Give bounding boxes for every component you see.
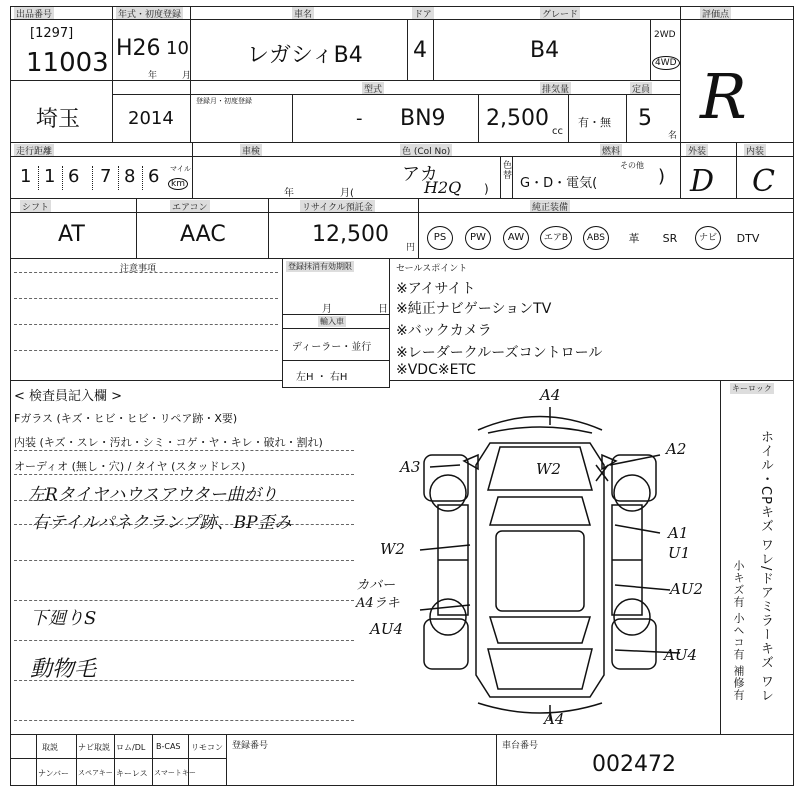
car-name: レガシィB4 xyxy=(247,43,363,68)
key-lock-label: キーロック xyxy=(732,384,772,393)
windshield xyxy=(490,497,590,525)
year-western: 2014 xyxy=(128,108,174,129)
capacity: 5 xyxy=(638,106,652,131)
label-mileage: 走行距離 xyxy=(14,144,54,157)
mileage-digit: 8 xyxy=(124,166,136,187)
sales-point: ※アイサイト xyxy=(396,281,476,297)
yen-unit: 円 xyxy=(406,243,416,253)
damage-mark: AU4 xyxy=(370,620,404,638)
shift: AT xyxy=(58,222,85,247)
mileage-digit: 6 xyxy=(148,166,160,187)
dealer-parallel: ディーラー・並行 xyxy=(292,342,372,353)
rear-bumper xyxy=(478,703,602,713)
label-fuel: 燃料 xyxy=(600,144,622,157)
equipment-pw: PW xyxy=(460,222,496,254)
damage-mark: U1 xyxy=(668,544,691,562)
damage-mark: A3 xyxy=(400,458,421,476)
model-prefix: - xyxy=(356,108,363,129)
interior-line: 内装 (キズ・スレ・汚れ・シミ・コゲ・ヤ・キレ・破れ・割れ) xyxy=(14,436,323,449)
wheel-rear-left xyxy=(430,599,466,635)
sales-point: ※純正ナビゲーションTV xyxy=(396,301,552,317)
lot-bracket: [1297] xyxy=(30,26,74,41)
damage-mark: A2 xyxy=(666,440,687,458)
label-grade: グレード xyxy=(540,7,580,20)
label-doors: ドア xyxy=(412,7,434,20)
color-code: H2Q xyxy=(424,178,462,197)
model-code: BN9 xyxy=(400,106,446,131)
fuel-other: その他 xyxy=(620,161,644,170)
aircon: AAC xyxy=(180,222,226,247)
score-value: R xyxy=(700,60,747,133)
label-equipment: 純正装備 xyxy=(530,200,570,213)
footer-item: ナンバー xyxy=(38,769,70,778)
equipment-leather: 革 xyxy=(628,232,640,245)
footer-item: リモコン xyxy=(191,743,223,752)
roof xyxy=(496,531,584,611)
registration-day: 日 xyxy=(378,304,388,315)
mileage-digit: 6 xyxy=(68,166,80,187)
damage-mark: A4 xyxy=(544,710,565,728)
label-aircon: エアコン xyxy=(170,200,210,213)
trunk xyxy=(488,649,592,689)
caution-label: 注意事項 xyxy=(120,264,157,274)
label-car-name: 車名 xyxy=(292,7,314,20)
chassis-number: 002472 xyxy=(592,752,676,777)
side-panel-notes: 小キズ有 小ヘコ有 補修有 xyxy=(732,560,745,701)
month-unit: 月 xyxy=(182,71,192,81)
has-none: 有・無 xyxy=(578,116,611,129)
mileage-digit: 1 xyxy=(20,166,32,187)
label-displacement: 排気量 xyxy=(540,82,571,95)
inspector-title: < 検査員記入欄 > xyxy=(14,389,123,404)
recycle-fee: 12,500 xyxy=(312,222,389,247)
glass-line: Fガラス (キズ・ヒビ・ヒビ・リペア跡・X要) xyxy=(14,412,238,425)
inspection-month-unit: 月( xyxy=(340,188,354,199)
label-shift: シフト xyxy=(20,200,51,213)
drive-2wd: 2WD xyxy=(654,30,676,40)
color-change-label: 色替 xyxy=(501,160,511,180)
footer-item: ナビ取説 xyxy=(78,743,110,752)
registration-number-label: 登録番号 xyxy=(232,741,269,751)
equipment-airbag: エアB xyxy=(536,222,576,254)
handwritten-note: 動物毛 xyxy=(30,657,97,682)
doors: 4 xyxy=(413,38,427,63)
grade: B4 xyxy=(530,38,560,63)
front-bumper xyxy=(478,417,602,431)
mileage-digit: 1 xyxy=(44,166,56,187)
rear-window xyxy=(490,617,590,643)
sales-point: ※バックカメラ xyxy=(396,323,492,339)
label-score: 評価点 xyxy=(700,7,731,20)
registration-month: 月 xyxy=(322,304,332,315)
fuel-close: ) xyxy=(658,166,666,187)
equipment-sunroof: SR xyxy=(662,231,678,245)
sales-label: セールスポイント xyxy=(396,264,468,274)
capacity-unit: 名 xyxy=(668,131,678,141)
displacement: 2,500 xyxy=(486,106,549,131)
car-diagram xyxy=(360,385,720,730)
equipment-aw: AW xyxy=(498,222,534,254)
label-interior: 内装 xyxy=(744,144,766,157)
label-exterior: 外装 xyxy=(686,144,708,157)
footer-item: ロム/DL xyxy=(116,743,146,752)
sales-point: ※レーダークルーズコントロール xyxy=(396,345,603,361)
equipment-ps: PS xyxy=(422,222,458,254)
year-era: H26 xyxy=(116,36,161,61)
handle-side: 左H ・ 右H xyxy=(296,372,348,383)
mileage-unit-mile: マイル xyxy=(170,165,191,173)
label-lot: 出品番号 xyxy=(14,7,54,20)
equipment-dtv: DTV xyxy=(736,231,760,245)
label-capacity: 定員 xyxy=(630,82,652,95)
mileage-digit: 7 xyxy=(100,166,112,187)
drive-4wd: 4WD xyxy=(652,56,680,70)
wheel-rear-right xyxy=(614,599,650,635)
footer-item: 取説 xyxy=(42,743,58,752)
left-rear-fender xyxy=(424,619,468,669)
damage-mark: A4 xyxy=(540,386,561,404)
region: 埼玉 xyxy=(36,107,81,132)
audio-line: オーディオ (無し・穴) / タイヤ (スタッドレス) xyxy=(14,460,246,473)
damage-mark: W2 xyxy=(536,460,561,478)
footer-item: キーレス xyxy=(116,769,148,778)
right-rear-fender xyxy=(612,619,656,669)
label-model: 型式 xyxy=(362,82,384,95)
fuel-options: G・D・電気( xyxy=(520,176,598,191)
label-inspection: 車検 xyxy=(240,144,262,157)
import-label: 輸入車 xyxy=(320,317,344,326)
handwritten-note: 下廻りS xyxy=(30,608,97,629)
mileage-unit-km: km xyxy=(168,178,188,190)
handwritten-note: 右テイルパネクランプ跡、BP歪み xyxy=(32,513,292,533)
color-close: ) xyxy=(484,182,489,196)
exterior-grade: D xyxy=(690,164,715,199)
registration-label: 登録抹消有効期限 xyxy=(288,262,352,271)
label-color: 色 (Col No) xyxy=(400,144,452,157)
damage-mark: AU2 xyxy=(670,580,704,598)
label-recycle: リサイクル預託金 xyxy=(300,200,375,213)
car-body xyxy=(476,443,604,697)
lot-number: 11003 xyxy=(26,48,109,78)
damage-mark: A1 xyxy=(668,524,689,542)
footer-item: スマートキー xyxy=(154,769,196,777)
footer-item: スペアキー xyxy=(78,769,113,777)
label-year: 年式・初度登録 xyxy=(116,7,183,20)
month: 10 xyxy=(166,38,189,59)
damage-mark: A4ラキ xyxy=(356,596,400,611)
chassis-label: 車台番号 xyxy=(502,741,539,751)
cc-unit: cc xyxy=(552,126,563,137)
damage-mark: W2 xyxy=(380,540,405,558)
handwritten-note: 左Rタイヤハウスアウター曲がり xyxy=(28,485,278,505)
interior-grade: C xyxy=(752,164,775,199)
equipment-abs: ABS xyxy=(578,222,614,254)
damage-mark: カバー xyxy=(356,578,396,593)
footer-item: B-CAS xyxy=(156,742,181,751)
damage-mark: AU4 xyxy=(664,646,698,664)
registration-note: 登録月・初度登録 xyxy=(196,97,252,105)
color: アカ xyxy=(402,164,438,185)
year-unit: 年 xyxy=(148,71,158,81)
side-panel-text: ホイル・CPキズ ワレ/ドアミラーキズ ワレ xyxy=(758,430,773,703)
equipment-navi: ナビ xyxy=(690,222,726,254)
sales-point: ※VDC※ETC xyxy=(396,362,476,378)
inspection-year-unit: 年 xyxy=(284,188,294,199)
